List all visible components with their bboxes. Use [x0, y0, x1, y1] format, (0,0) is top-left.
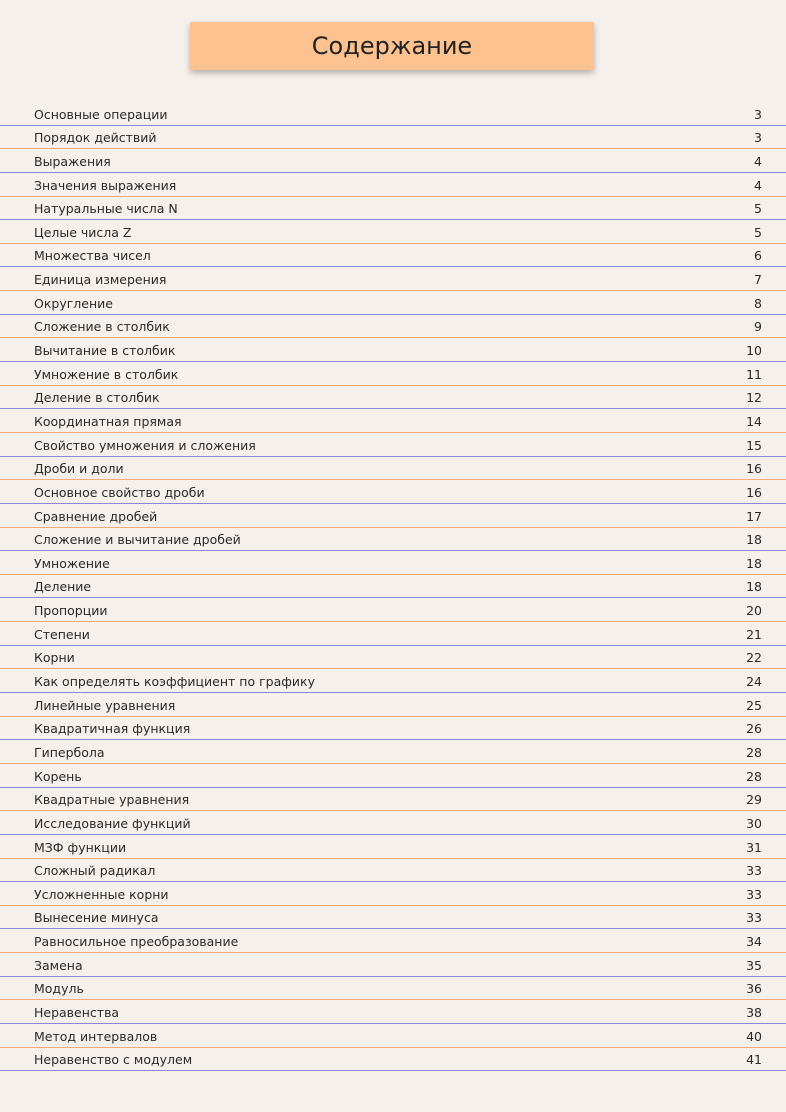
- toc-entry-page-number: 38: [746, 1004, 762, 1020]
- toc-entry[interactable]: [0, 433, 786, 457]
- toc-entry-label: Неравенство с модулем: [34, 1052, 193, 1068]
- toc-entry-page-number: 24: [746, 674, 762, 690]
- toc-entry-page-number: 18: [746, 532, 762, 548]
- toc-entry[interactable]: [0, 859, 786, 883]
- toc-entry-label: Свойство умножения и сложения: [34, 437, 256, 453]
- toc-entry-page-number: 40: [746, 1028, 762, 1044]
- toc-entry-label: Корень: [34, 768, 82, 784]
- toc-entry-label: Округление: [34, 295, 113, 311]
- toc-entry[interactable]: [0, 1048, 786, 1072]
- toc-entry[interactable]: [0, 315, 786, 339]
- toc-entry-label: Исследование функций: [34, 815, 191, 831]
- toc-entry-page-number: 16: [746, 461, 762, 477]
- toc-entry[interactable]: [0, 504, 786, 528]
- toc-entry-page-number: 4: [754, 177, 762, 193]
- toc-entry[interactable]: [0, 480, 786, 504]
- toc-entry-label: Неравенства: [34, 1004, 120, 1020]
- toc-entry-label: Сложный радикал: [34, 863, 156, 879]
- toc-entry[interactable]: [0, 929, 786, 953]
- toc-entry-page-number: 12: [746, 390, 762, 406]
- toc-entry[interactable]: [0, 197, 786, 221]
- toc-entry[interactable]: [0, 977, 786, 1001]
- toc-entry-label: Метод интервалов: [34, 1028, 158, 1044]
- toc-entry-label: Степени: [34, 626, 90, 642]
- page-title: Содержание: [190, 22, 594, 70]
- toc-entry-page-number: 34: [746, 934, 762, 950]
- toc-entry[interactable]: [0, 267, 786, 291]
- toc-entry-page-number: 3: [754, 106, 762, 122]
- toc-entry-label: Сравнение дробей: [34, 508, 158, 524]
- table-of-contents: [0, 102, 786, 1071]
- toc-entry-label: Квадратичная функция: [34, 721, 191, 737]
- toc-entry-page-number: 11: [746, 366, 762, 382]
- toc-entry-label: Целые числа Z: [34, 224, 132, 240]
- toc-entry[interactable]: [0, 598, 786, 622]
- toc-entry-page-number: 26: [746, 721, 762, 737]
- toc-entry-label: Пропорции: [34, 603, 108, 619]
- toc-entry[interactable]: [0, 811, 786, 835]
- toc-entry-label: Координатная прямая: [34, 413, 182, 429]
- toc-entry-page-number: 7: [754, 272, 762, 288]
- toc-entry-page-number: 3: [754, 130, 762, 146]
- toc-entry-label: Порядок действий: [34, 130, 157, 146]
- toc-entry[interactable]: [0, 953, 786, 977]
- toc-entry[interactable]: [0, 788, 786, 812]
- toc-entry-label: МЗФ функции: [34, 839, 127, 855]
- toc-entry-page-number: 18: [746, 555, 762, 571]
- toc-entry-label: Сложение и вычитание дробей: [34, 532, 241, 548]
- toc-entry-page-number: 36: [746, 981, 762, 997]
- toc-entry-label: Гипербола: [34, 744, 105, 760]
- toc-entry-page-number: 33: [746, 886, 762, 902]
- toc-entry[interactable]: [0, 669, 786, 693]
- toc-entry[interactable]: [0, 1024, 786, 1048]
- toc-entry-page-number: 15: [746, 437, 762, 453]
- toc-entry-page-number: 21: [746, 626, 762, 642]
- toc-entry[interactable]: [0, 457, 786, 481]
- toc-entry[interactable]: [0, 575, 786, 599]
- toc-entry-page-number: 29: [746, 792, 762, 808]
- toc-entry[interactable]: [0, 409, 786, 433]
- toc-entry[interactable]: [0, 693, 786, 717]
- toc-entry-label: Вычитание в столбик: [34, 343, 176, 359]
- toc-entry-label: Основное свойство дроби: [34, 484, 205, 500]
- toc-entry[interactable]: [0, 362, 786, 386]
- toc-entry-label: Как определять коэффициент по графику: [34, 674, 315, 690]
- toc-entry-label: Замена: [34, 957, 83, 973]
- toc-entry-page-number: 20: [746, 603, 762, 619]
- toc-entry[interactable]: [0, 291, 786, 315]
- toc-entry-page-number: 31: [746, 839, 762, 855]
- toc-entry[interactable]: [0, 551, 786, 575]
- toc-entry-page-number: 33: [746, 863, 762, 879]
- toc-entry-page-number: 22: [746, 650, 762, 666]
- toc-entry-page-number: 16: [746, 484, 762, 500]
- toc-entry-label: Основные операции: [34, 106, 168, 122]
- toc-entry[interactable]: [0, 622, 786, 646]
- toc-entry-label: Равносильное преобразование: [34, 934, 239, 950]
- toc-entry-label: Единица измерения: [34, 272, 167, 288]
- toc-entry[interactable]: [0, 338, 786, 362]
- toc-entry-page-number: 33: [746, 910, 762, 926]
- toc-entry-page-number: 28: [746, 768, 762, 784]
- toc-entry-label: Деление в столбик: [34, 390, 160, 406]
- toc-entry-label: Множества чисел: [34, 248, 151, 264]
- toc-entry-page-number: 41: [746, 1052, 762, 1068]
- toc-entry-label: Деление: [34, 579, 92, 595]
- toc-entry[interactable]: [0, 882, 786, 906]
- toc-entry[interactable]: [0, 906, 786, 930]
- toc-entry[interactable]: [0, 102, 786, 126]
- toc-entry-label: Вынесение минуса: [34, 910, 159, 926]
- toc-entry[interactable]: [0, 835, 786, 859]
- toc-entry-label: Умножение в столбик: [34, 366, 179, 382]
- toc-entry-label: Выражения: [34, 153, 111, 169]
- toc-entry[interactable]: [0, 386, 786, 410]
- toc-entry-page-number: 35: [746, 957, 762, 973]
- toc-entry-label: Модуль: [34, 981, 84, 997]
- toc-entry[interactable]: [0, 1000, 786, 1024]
- toc-entry-page-number: 9: [754, 319, 762, 335]
- toc-entry-label: Сложение в столбик: [34, 319, 170, 335]
- toc-entry-page-number: 17: [746, 508, 762, 524]
- toc-entry[interactable]: [0, 173, 786, 197]
- toc-entry-label: Умножение: [34, 555, 110, 571]
- toc-entry-label: Натуральные числа N: [34, 201, 178, 217]
- toc-entry-label: Значения выражения: [34, 177, 177, 193]
- toc-entry-page-number: 28: [746, 744, 762, 760]
- toc-entry-label: Квадратные уравнения: [34, 792, 190, 808]
- toc-entry-page-number: 14: [746, 413, 762, 429]
- toc-entry-page-number: 18: [746, 579, 762, 595]
- toc-entry[interactable]: [0, 528, 786, 552]
- toc-entry-label: Линейные уравнения: [34, 697, 176, 713]
- toc-entry-label: Усложненные корни: [34, 886, 169, 902]
- toc-entry-page-number: 5: [754, 201, 762, 217]
- toc-entry[interactable]: [0, 244, 786, 268]
- toc-entry[interactable]: [0, 740, 786, 764]
- toc-entry[interactable]: [0, 717, 786, 741]
- toc-entry[interactable]: [0, 149, 786, 173]
- toc-entry-page-number: 5: [754, 224, 762, 240]
- toc-entry-page-number: 25: [746, 697, 762, 713]
- toc-entry-page-number: 8: [754, 295, 762, 311]
- toc-entry-page-number: 30: [746, 815, 762, 831]
- toc-entry[interactable]: [0, 764, 786, 788]
- toc-entry[interactable]: [0, 126, 786, 150]
- toc-entry-label: Дроби и доли: [34, 461, 124, 477]
- toc-entry[interactable]: [0, 220, 786, 244]
- toc-entry-page-number: 10: [746, 343, 762, 359]
- toc-entry-label: Корни: [34, 650, 75, 666]
- toc-entry-page-number: 4: [754, 153, 762, 169]
- toc-entry-page-number: 6: [754, 248, 762, 264]
- toc-entry[interactable]: [0, 646, 786, 670]
